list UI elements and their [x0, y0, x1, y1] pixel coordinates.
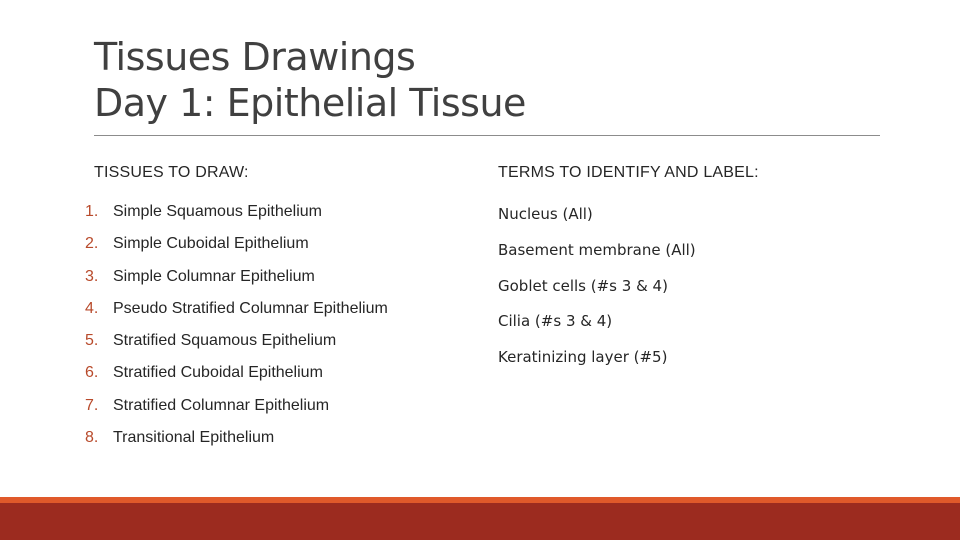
term-item: Cilia (#s 3 & 4) [498, 312, 613, 331]
list-item [85, 364, 388, 396]
list-item-label: Transitional Epithelium [113, 429, 275, 447]
title-divider [94, 135, 880, 136]
term-item: Basement membrane (All) [498, 240, 696, 259]
term-item: Keratinizing layer (#5) [498, 348, 668, 367]
list-item-label: Simple Cuboidal Epithelium [113, 235, 309, 253]
list-item [85, 332, 388, 364]
list-number: 7. [85, 396, 99, 414]
list-number: 6. [85, 364, 99, 382]
list-item-label: Stratified Squamous Epithelium [113, 332, 337, 350]
terms-heading: TERMS TO IDENTIFY AND LABEL: [498, 164, 759, 181]
terms-list [498, 205, 696, 384]
slide-title [94, 34, 526, 126]
list-number: 4. [85, 299, 99, 317]
list-item [85, 268, 388, 300]
list-item [85, 397, 388, 429]
list-number: 8. [85, 429, 99, 447]
list-item-label: Simple Squamous Epithelium [113, 203, 322, 220]
term-item: Goblet cells (#s 3 & 4) [498, 276, 668, 295]
list-item-label: Simple Columnar Epithelium [113, 267, 315, 285]
list-item-label: Stratified Columnar Epithelium [113, 396, 330, 414]
list-number: 5. [85, 332, 99, 350]
list-number: 3. [85, 267, 99, 285]
list-item [85, 429, 388, 461]
list-item [85, 300, 388, 332]
list-item [85, 203, 388, 235]
slide-title-line-1: Tissues Drawings [94, 35, 416, 79]
tissues-list [85, 203, 388, 461]
term-item: Nucleus (All) [498, 205, 593, 223]
list-number: 1. [85, 203, 99, 220]
list-item-label: Stratified Cuboidal Epithelium [113, 364, 323, 382]
list-item-label: Pseudo Stratified Columnar Epithelium [113, 299, 388, 317]
footer-band [0, 503, 960, 540]
tissues-heading: TISSUES TO DRAW: [94, 164, 249, 181]
list-number: 2. [85, 235, 99, 253]
slide-title-line-2: Day 1: Epithelial Tissue [94, 81, 526, 125]
list-item [85, 235, 388, 267]
